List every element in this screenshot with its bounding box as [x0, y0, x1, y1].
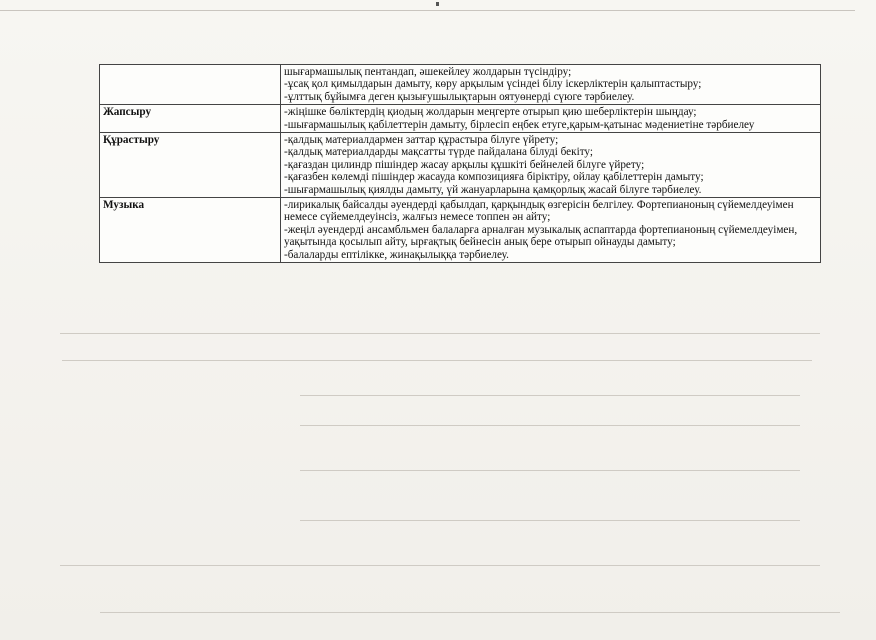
bleed-line — [60, 565, 820, 566]
table-row — [100, 133, 821, 198]
content-line: -ұлттық бұйымға деген қызығушылықтарын оятуөнерді сүюге тәрбиелеу. — [284, 90, 635, 103]
content-line: -қалдық материалдармен заттар құрастыра білуге үйрету; — [284, 134, 559, 147]
content-line: шығармашылық пентандап, әшекейлеу жолдарын түсіндіру; — [284, 66, 572, 78]
punch-mark — [436, 2, 439, 6]
content-line: -шығармашылық қиялды дамыту, үй жануарларына қамқорлық жасай білуге тәрбиелеу. — [284, 183, 702, 196]
table-row — [100, 105, 821, 133]
bleed-line — [300, 470, 800, 471]
table-row — [100, 198, 821, 263]
curriculum-table — [99, 64, 821, 263]
content-line: -жіңішке бөліктердің қиодың жолдарын меңгерте отырып қию шеберліктерін шыңдау; — [284, 106, 697, 119]
bleed-line — [60, 333, 820, 334]
row-label: Музыка — [100, 198, 281, 263]
bleed-line — [300, 395, 800, 396]
row-label — [100, 65, 281, 105]
bleed-line — [100, 612, 840, 613]
bleed-line — [300, 425, 800, 426]
row-label: Құрастыру — [100, 133, 281, 198]
bleed-line — [62, 360, 812, 361]
bleed-line — [300, 520, 800, 521]
row-content — [281, 105, 821, 133]
row-label: Жапсыру — [100, 105, 281, 133]
content-line: -қағаздан цилиндр пішіндер жасау арқылы құшкіті бейнелей білуге үйрету; — [284, 158, 645, 171]
top-edge-line — [0, 10, 855, 11]
table-row — [100, 65, 821, 105]
content-line: -балаларды ептілікке, жинақылыққа тәрбиелеу. — [284, 248, 509, 261]
row-content — [281, 198, 821, 263]
content-line: -қағазбен көлемді пішіндер жасауда композицияға біріктіру, ойлау қабілеттерін дамыту; — [284, 171, 704, 184]
content-line: -лирикалық байсалды әуендерді қабылдап, қарқындық өзгерісін белгілеу. Фортепианоның сүйемелдеуімен немесе сүйемелдеуінсіз, жалғыз немесе топпен ән айту; — [284, 199, 794, 224]
content-line: -ұсақ қол қимылдарын дамыту, көру арқылым үсіндеі білу іскерліктерін қалыптастыру; — [284, 78, 702, 91]
content-line: -қалдық материалдарды мақсатты түрде пайдалана білуді бекіту; — [284, 146, 593, 159]
row-content — [281, 133, 821, 198]
content-line: -шығармашылық қабілеттерін дамыту, бірлесіп еңбек етуге,қарым-қатынас мәдениетіне тәрбиелеу — [284, 118, 755, 131]
content-line: -жеңіл әуендерді ансамбльмен балаларға арналған музыкалық аспаптарда фортепианоның сүйемелдеуімен, уақытында қосылып айту, ырғақтық бейнесін анық бере отырып ойнауды дамыту; — [284, 223, 798, 249]
row-content — [281, 65, 821, 105]
